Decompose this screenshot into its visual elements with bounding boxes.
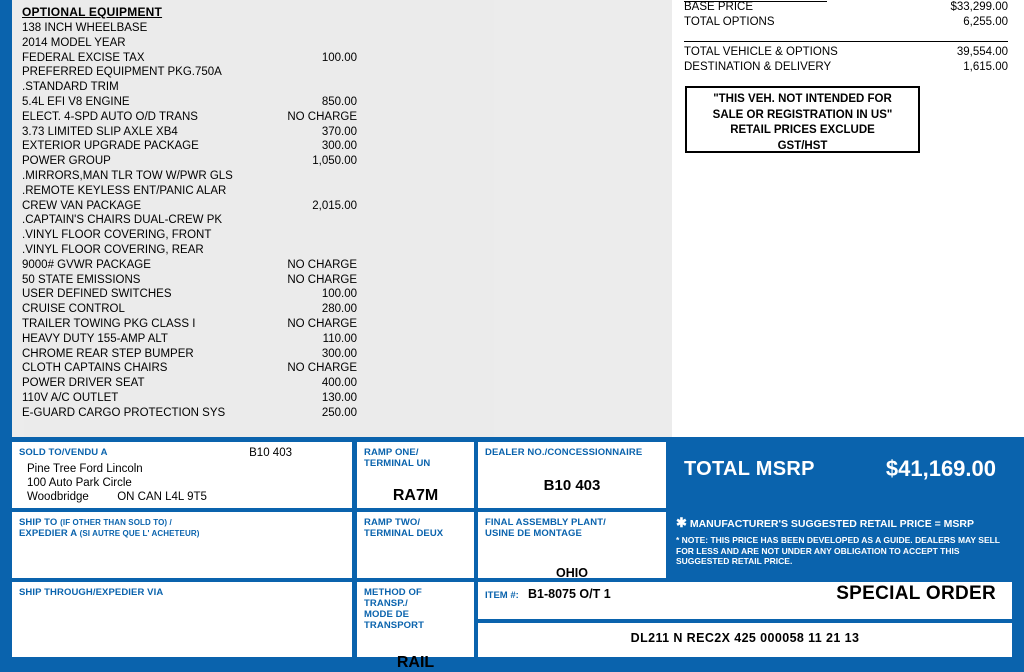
- equipment-label: .REMOTE KEYLESS ENT/PANIC ALAR: [22, 184, 227, 197]
- msrp-note-primary: [676, 515, 1014, 531]
- equipment-label: CREW VAN PACKAGE: [22, 199, 142, 212]
- equipment-price: 850.00: [321, 95, 357, 108]
- equipment-label: HEAVY DUTY 155-AMP ALT: [22, 332, 168, 345]
- equipment-label: CHROME REAR STEP BUMPER: [22, 347, 194, 360]
- equipment-price: 130.00: [321, 391, 357, 404]
- codes-cell: [478, 623, 1012, 657]
- equipment-label: PREFERRED EQUIPMENT PKG.750A: [22, 66, 222, 79]
- price-label: BASE PRICE: [684, 1, 754, 13]
- equipment-row: [22, 80, 452, 95]
- sold-to-name: Pine Tree Ford Lincoln: [27, 463, 143, 475]
- method-of-transport-cell: [357, 582, 474, 671]
- equipment-label: POWER GROUP: [22, 155, 111, 168]
- ramp-two-cell: [357, 512, 474, 578]
- equipment-price: 280.00: [321, 303, 357, 316]
- ship-to-label-line1: [19, 517, 345, 528]
- equipment-price: 100.00: [321, 51, 357, 64]
- notice-line-1: "THIS VEH. NOT INTENDED FOR: [713, 93, 892, 105]
- equipment-price: 110.00: [322, 332, 357, 345]
- equipment-price: 2,015.00: [312, 199, 357, 212]
- price-value: 1,615.00: [963, 61, 1008, 73]
- method-transport-value: RAIL: [396, 654, 435, 671]
- sold-to-city-region: [27, 490, 345, 504]
- price-label: TOTAL OPTIONS: [684, 16, 775, 28]
- ship-through-label: SHIP THROUGH/EXPEDIER VIA: [19, 587, 164, 598]
- equipment-row: [22, 184, 452, 199]
- equipment-label: 3.73 LIMITED SLIP AXLE XB4: [22, 125, 178, 138]
- equipment-row: [22, 125, 452, 140]
- ship-to-label-line2: [19, 528, 345, 539]
- item-value: B1-8075 O/T 1: [528, 587, 611, 601]
- equipment-row: [22, 21, 452, 36]
- price-row: [684, 0, 1014, 15]
- final-plant-label-line1: FINAL ASSEMBLY PLANT/: [485, 517, 606, 528]
- total-msrp-value: $41,169.00: [885, 456, 996, 481]
- price-row-delivery: [684, 60, 1014, 75]
- equipment-row: [22, 332, 452, 347]
- equipment-label: 138 INCH WHEELBASE: [22, 22, 148, 34]
- equipment-row: [22, 139, 452, 154]
- equipment-price: 300.00: [321, 347, 357, 360]
- equipment-price: 370.00: [321, 125, 357, 138]
- equipment-row: [22, 154, 452, 169]
- equipment-label: 50 STATE EMISSIONS: [22, 273, 141, 286]
- equipment-label: 110V A/C OUTLET: [22, 391, 119, 404]
- equipment-label: .MIRRORS,MAN TLR TOW W/PWR GLS: [22, 169, 233, 182]
- equipment-label: POWER DRIVER SEAT: [22, 377, 145, 390]
- equipment-row: [22, 406, 452, 421]
- equipment-label: 9000# GVWR PACKAGE: [22, 258, 151, 271]
- equipment-price: 300.00: [321, 140, 357, 153]
- equipment-row: [22, 273, 452, 288]
- total-msrp-cell: [670, 442, 1012, 508]
- price-value: 39,554.00: [956, 46, 1008, 58]
- sold-to-code: B10 403: [249, 447, 292, 459]
- codes-value: DL211 N REC2X 425 000058 11 21 13: [630, 631, 860, 645]
- equipment-price: NO CHARGE: [287, 110, 357, 123]
- dealer-number-cell: [478, 442, 666, 508]
- sold-to-region: ON CAN L4L 9T5: [117, 491, 207, 503]
- method-transport-label-line2: MODE DE TRANSPORT: [364, 609, 425, 631]
- total-msrp-label: TOTAL MSRP: [684, 458, 815, 480]
- ramp-one-cell: [357, 442, 474, 508]
- msrp-note-secondary: * NOTE: THIS PRICE HAS BEEN DEVELOPED AS A GUIDE. DEALERS MAY SELL FOR LESS AND ARE NOT UNDER ANY OBLIGATION TO ACCEPT THIS SUGGESTED RETAIL PRICE.: [676, 535, 1000, 566]
- equipment-price: 400.00: [321, 377, 357, 390]
- equipment-row: [22, 95, 452, 110]
- equipment-label: E-GUARD CARGO PROTECTION SYS: [22, 406, 226, 419]
- equipment-label: 2014 MODEL YEAR: [22, 36, 126, 49]
- us-sale-notice-box: [685, 86, 920, 153]
- final-assembly-plant-cell: [478, 512, 666, 578]
- notice-line-3: RETAIL PRICES EXCLUDE: [730, 124, 875, 136]
- equipment-row: [22, 258, 452, 273]
- price-value: 6,255.00: [963, 16, 1008, 28]
- price-row: [684, 15, 1014, 30]
- asterisk-icon: ✱: [676, 515, 687, 530]
- equipment-price: 250.00: [321, 406, 357, 419]
- equipment-price: 1,050.00: [312, 155, 357, 168]
- equipment-price: NO CHARGE: [287, 317, 357, 330]
- ramp-two-label-line2: TERMINAL DEUX: [364, 528, 444, 539]
- ramp-one-value: RA7M: [392, 487, 439, 504]
- equipment-price: NO CHARGE: [287, 258, 357, 271]
- equipment-row: [22, 347, 452, 362]
- equipment-label: .STANDARD TRIM: [22, 81, 119, 94]
- ramp-two-label-line1: RAMP TWO/: [364, 517, 421, 528]
- equipment-row: [22, 36, 452, 51]
- item-label: ITEM #:: [485, 590, 519, 601]
- equipment-row: [22, 110, 452, 125]
- msrp-note-1-text: MANUFACTURER'S SUGGESTED RETAIL PRICE = MSRP: [689, 518, 975, 530]
- ramp-one-label-line2: TERMINAL UN: [364, 458, 431, 469]
- equipment-row: [22, 361, 452, 376]
- optional-equipment-title: OPTIONAL EQUIPMENT: [22, 5, 163, 19]
- equipment-row: [22, 243, 452, 258]
- shipping-form: [0, 437, 1024, 671]
- sold-to-label: SOLD TO/VENDU A: [19, 447, 108, 458]
- sold-to-city: Woodbridge: [27, 491, 89, 503]
- equipment-label: CRUISE CONTROL: [22, 303, 125, 316]
- price-divider: [684, 41, 1008, 42]
- ship-to-label-note: (IF OTHER THAN SOLD TO) /: [60, 518, 172, 527]
- equipment-label: EXTERIOR UPGRADE PACKAGE: [22, 140, 199, 153]
- equipment-row: [22, 376, 452, 391]
- equipment-row: [22, 213, 452, 228]
- price-summary: [684, 0, 1014, 75]
- equipment-label: .CAPTAIN'S CHAIRS DUAL-CREW PK: [22, 214, 223, 227]
- equipment-label: ELECT. 4-SPD AUTO O/D TRANS: [22, 110, 198, 123]
- equipment-price: NO CHARGE: [287, 273, 357, 286]
- item-cell: [478, 582, 1012, 619]
- price-spacer: [684, 30, 1014, 37]
- price-label: DESTINATION & DELIVERY: [684, 61, 832, 73]
- equipment-row: [22, 317, 452, 332]
- equipment-label: TRAILER TOWING PKG CLASS I: [22, 317, 196, 330]
- equipment-label: 5.4L EFI V8 ENGINE: [22, 95, 130, 108]
- ramp-one-label-line1: RAMP ONE/: [364, 447, 419, 458]
- equipment-row: [22, 302, 452, 317]
- equipment-row: [22, 51, 452, 66]
- equipment-row: [22, 287, 452, 302]
- equipment-row: [22, 65, 452, 80]
- price-label: TOTAL VEHICLE & OPTIONS: [684, 46, 838, 58]
- equipment-price: NO CHARGE: [287, 362, 357, 375]
- notice-line-4: GST/HST: [777, 139, 828, 152]
- final-plant-value: OHIO: [556, 566, 588, 580]
- dealer-number-label: DEALER NO./CONCESSIONNAIRE: [485, 447, 643, 458]
- sold-to-street: 100 Auto Park Circle: [27, 477, 132, 489]
- sold-to-cell: [12, 442, 352, 508]
- notice-line-2: SALE OR REGISTRATION IN US": [712, 108, 893, 121]
- special-order-badge: SPECIAL ORDER: [836, 583, 996, 604]
- ship-to-cell: [12, 512, 352, 578]
- optional-equipment-list: [22, 5, 452, 421]
- equipment-label: .VINYL FLOOR COVERING, FRONT: [22, 229, 212, 242]
- equipment-row: [22, 199, 452, 214]
- final-plant-label-line2: USINE DE MONTAGE: [485, 528, 582, 539]
- equipment-row: [22, 169, 452, 184]
- ship-through-cell: [12, 582, 352, 657]
- expedier-label-note: (SI AUTRE QUE L' ACHETEUR): [79, 529, 200, 538]
- expedier-label: EXPEDIER A: [19, 528, 77, 539]
- equipment-label: FEDERAL EXCISE TAX: [22, 51, 145, 64]
- price-row-total: [684, 45, 1014, 60]
- price-value: $33,299.00: [950, 1, 1008, 13]
- equipment-label: CLOTH CAPTAINS CHAIRS: [22, 362, 168, 375]
- equipment-label: .VINYL FLOOR COVERING, REAR: [22, 243, 204, 256]
- dealer-number-value: B10 403: [543, 477, 601, 494]
- equipment-row: [22, 228, 452, 243]
- equipment-label: USER DEFINED SWITCHES: [22, 288, 172, 301]
- ship-to-label: SHIP TO: [19, 517, 58, 528]
- method-transport-label-line1: METHOD OF TRANSP./: [364, 587, 422, 609]
- equipment-price: 100.00: [321, 288, 357, 301]
- equipment-row: [22, 391, 452, 406]
